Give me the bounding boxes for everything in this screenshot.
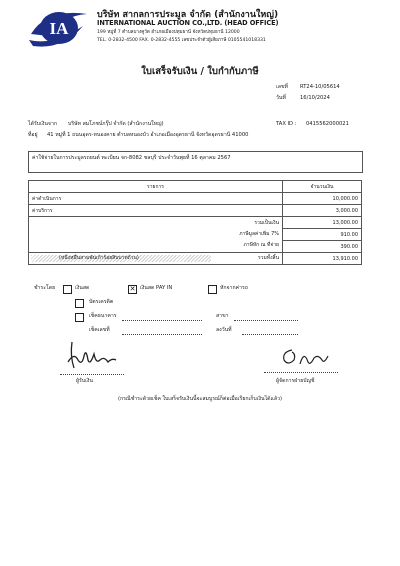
customer-address-label: ที่อยู่: [28, 132, 38, 138]
pay-in-checkbox[interactable]: ✕: [129, 285, 136, 293]
tax-id-label: TAX ID :: [276, 121, 297, 127]
total-row: [29, 253, 362, 265]
branch-label: สาขา: [216, 313, 229, 319]
company-contact: TEL. 0-2832-4500 FAX. 0-2832-4555 เลขประจำตัวผู้เสียภาษี 0105541018331: [97, 38, 266, 43]
company-address: 199 หมู่ที่ 7 ตำบลบางคูวัด อำเภอเมืองปทุมธานี จังหวัดปทุมธานี 12000: [97, 30, 240, 35]
summary-row: [29, 217, 362, 229]
customer-name: บริษัท สมโภชน์กรุ๊ป จำกัด (สำนักงานใหญ่): [68, 121, 164, 127]
amount-in-words-cell: [29, 253, 283, 265]
row-amount: 10,000.00: [283, 193, 362, 205]
svg-text:IA: IA: [49, 19, 69, 38]
cash-checkbox[interactable]: [63, 285, 72, 294]
customer-address: 41 หมู่ที่ 1 ถนนอุดร-หนองคาย ตำบลหนองบัว อำเภอเมืองอุดรธานี จังหวัดอุดรธานี 41000: [47, 132, 249, 138]
withholding-label: ภาษีหัก ณ ที่จ่าย: [243, 242, 279, 248]
cash-option-label: เงินสด: [75, 285, 90, 291]
document-title: ใบเสร็จรับเงิน / ใบกำกับภาษี: [141, 66, 259, 77]
doc-date: 16/10/2024: [300, 95, 330, 101]
bank-cheque-option-label: เช็คธนาคาร: [89, 313, 117, 319]
branch-line[interactable]: [234, 320, 298, 321]
pay-in-option-label: เงินสด PAY IN: [140, 285, 173, 291]
grand-total-label: รวมทั้งสิ้น: [258, 255, 279, 261]
cheque-date-label: ลงวันที่: [216, 327, 232, 333]
accounting-signature-icon: [270, 342, 334, 372]
row-amount: 3,000.00: [283, 205, 362, 217]
cheque-note: (กรณีชำระด้วยเช็ค ใบเสร็จรับเงินนี้จะสมบูรณ์ก็ต่อเมื่อเรียกเก็บเงินได้แล้ว): [117, 396, 283, 402]
doc-number: RT24-10/05614: [300, 84, 340, 90]
table-row: [29, 193, 362, 205]
amount-in-words: (หนึ่งหมื่นสามพันเก้าร้อยสิบบาทถ้วน): [59, 255, 139, 261]
company-name-th: บริษัท สากลการประมูล จำกัด (สำนักงานใหญ่): [97, 10, 279, 20]
company-logo: [27, 6, 91, 50]
deduct-option-label: หักจากค่ารถ: [220, 285, 248, 291]
subtotal-amount: 13,000.00: [283, 217, 362, 229]
company-name-en: INTERNATIONAL AUCTION CO.,LTD. (HEAD OFFICE): [97, 19, 279, 27]
receiver-signature-label: ผู้รับเงิน: [76, 378, 93, 384]
cheque-no-line[interactable]: [122, 334, 202, 335]
receiver-signature-line: [60, 374, 124, 375]
bank-name-line[interactable]: [122, 320, 202, 321]
doc-number-label: เลขที่: [276, 84, 288, 90]
vat-label: ภาษีมูลค่าเพิ่ม 7%: [239, 231, 279, 237]
row-label: ค่าบริการ: [29, 205, 283, 217]
deduct-checkbox[interactable]: [208, 285, 217, 294]
payment-method-label: ชำระโดย: [34, 285, 56, 291]
receiver-signature-icon: [64, 338, 120, 374]
description-text: ค่าใช้จ่ายในการประมูลรถยนต์ ทะเบียน จก-8082 ชลบุรี ประจำวันพุธที่ 16 ตุลาคม 2567: [32, 155, 231, 161]
items-table: [28, 180, 362, 265]
accounting-signature-line: [264, 372, 338, 373]
description-box: [28, 151, 363, 173]
vat-amount: 910.00: [283, 229, 362, 241]
grand-total-amount: 13,910.00: [283, 253, 362, 265]
credit-card-option-label: บัตรเครดิต: [89, 299, 114, 305]
summary-label-cell: [29, 217, 283, 253]
column-header-amount: จำนวนเงิน: [283, 181, 362, 193]
withholding-amount: 390.00: [283, 241, 362, 253]
credit-card-checkbox[interactable]: [75, 299, 84, 308]
row-label: ค่าดำเนินการ: [29, 193, 283, 205]
table-row: [29, 205, 362, 217]
column-header-item: รายการ: [29, 181, 283, 193]
table-header-row: [29, 181, 362, 193]
bank-cheque-checkbox[interactable]: [75, 313, 84, 322]
cheque-date-line[interactable]: [242, 334, 298, 335]
doc-date-label: วันที่: [276, 95, 286, 101]
subtotal-label: รวมเป็นเงิน: [254, 220, 279, 226]
tax-id: 0415562000021: [306, 121, 349, 127]
received-from-label: ได้รับเงินจาก: [28, 121, 58, 127]
accounting-signature-label: ผู้จัดการฝ่ายบัญชี: [276, 378, 315, 384]
cheque-no-label: เช็คเลขที่: [89, 327, 110, 333]
